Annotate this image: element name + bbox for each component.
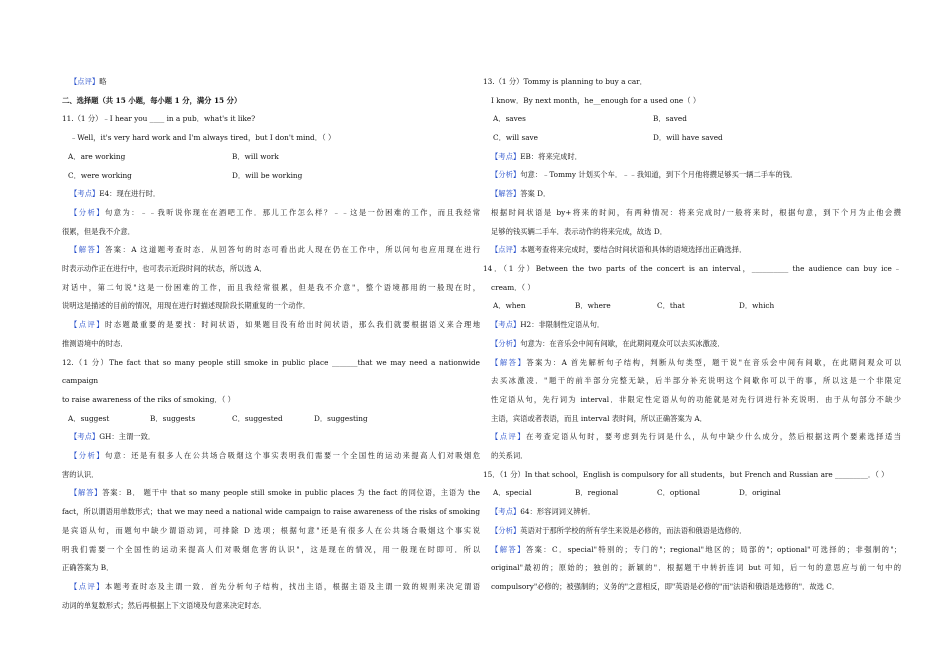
annotation-line: [483, 428, 901, 447]
annotation-tag: 【解答】: [70, 488, 103, 498]
annotation-line: [62, 316, 480, 335]
text-line: [483, 372, 901, 391]
annotation-tag: 【分析】: [491, 170, 521, 180]
left-column: [62, 73, 480, 615]
line-text: 答案 D．: [520, 189, 551, 199]
annotation-line: [62, 447, 480, 466]
line-text: 说明这是描述的目前的情况，用现在进行时描述现阶段长期重复的一个动作．: [62, 301, 311, 311]
line-text: ﹣Well，it's very hard work and I'm always tired，but I don't mind．（ ）: [70, 133, 336, 143]
answer-option: C．optional: [657, 488, 700, 498]
answer-option: B．where: [575, 301, 611, 311]
annotation-line: [483, 241, 901, 260]
text-line: [62, 223, 480, 242]
annotation-tag: 【分析】: [491, 338, 521, 348]
line-text: fact，所以谓语用单数形式；that we may need a national wide campaign to raise awareness of the risks of smoking: [62, 507, 480, 517]
annotation-tag: 【考点】: [491, 507, 521, 517]
answer-option: C．were working: [68, 170, 132, 180]
line-text: 主语，宾语或者表语，而且 interval 表时间，所以正确答案为 A．: [491, 413, 707, 423]
annotation-line: [483, 522, 901, 541]
annotation-line: [62, 185, 480, 204]
answer-option: D．will have saved: [653, 133, 723, 143]
annotation-line: [483, 166, 901, 185]
annotation-tag: 【解答】: [491, 189, 521, 199]
answer-option: B．will work: [232, 151, 279, 161]
annotation-tag: 【点评】: [70, 77, 100, 86]
line-text: 在考查定语从句时，要考虑到先行词是什么，从句中缺少什么成分，然后根据这两个要素选择适当: [526, 432, 902, 442]
annotation-line: [62, 484, 480, 503]
annotation-tag: 【点评】: [70, 581, 106, 591]
line-text: GH：主谓一致．: [99, 432, 156, 442]
line-text: 的关系词．: [491, 451, 528, 461]
line-text: 答案为：A 首先解析句子结构，判断从句类型，题干说"在音乐会中间有间歇，在此期间观众可以: [526, 357, 901, 367]
answer-option: A．are working: [68, 151, 126, 161]
text-line: [483, 92, 901, 111]
line-text: 本题考查时态及主谓一致．首先分析句子结构，找出主语，根据主语及主谓一致的规则来决定谓语: [105, 581, 481, 591]
line-text: to raise awareness of the riks of smoking．（ ）: [62, 394, 235, 404]
annotation-line: [483, 354, 901, 373]
text-line: [62, 597, 480, 616]
line-text: I know．By next month，he__enough for a used one（ ）: [491, 95, 701, 105]
line-text: cream．（ ）: [491, 282, 535, 292]
text-line: [62, 260, 480, 279]
text-line: [62, 503, 480, 522]
line-text: 足够的钱买辆二手车．表示动作的将来完成，故选 D．: [491, 226, 667, 236]
annotation-tag: 【解答】: [491, 544, 526, 554]
line-text: 很累，但是我不介意．: [62, 226, 135, 236]
text-line: [62, 110, 480, 129]
section-heading: [62, 92, 480, 111]
line-text: 11.（1 分）﹣I hear you ____ in a pub．what's it like?: [62, 114, 256, 124]
text-line: [483, 204, 901, 223]
line-text: compulsory"必修的；被强制的；义务的"之意相反，即"英语是必修的"而"法语和俄语是选修的"．故选 C．: [491, 581, 840, 591]
text-line: [62, 559, 480, 578]
answer-option: A．suggest: [68, 413, 110, 423]
answer-option: D．original: [739, 488, 781, 498]
annotation-tag: 【点评】: [491, 245, 521, 255]
answer-options: [483, 484, 901, 503]
line-text: 略: [99, 77, 107, 86]
annotation-line: [483, 503, 901, 522]
text-line: [62, 391, 480, 410]
answer-options: [62, 167, 480, 186]
line-text: 答案：C．special"特别的；专门的"；regional"地区的；局部的"；optional"可选择的；非强制的"；: [525, 544, 902, 554]
annotation-line: [483, 185, 901, 204]
answer-option: D．which: [739, 301, 775, 311]
annotation-tag: 【考点】: [70, 432, 100, 442]
line-text: original"最初的；原始的；独创的；新颖的"．根据题干中转折连词 but 可知，后一句的意思应与前一句中的: [491, 563, 901, 573]
text-line: [62, 297, 480, 316]
text-line: [483, 466, 901, 485]
annotation-tag: 【解答】: [70, 245, 105, 255]
annotation-line: [62, 241, 480, 260]
answer-option: B．suggests: [150, 413, 196, 423]
line-text: 根据时间状语是 by+将来的时间，有两种情况：将来完成时/一般将来时，根据句意，到下个月为止他会攒: [491, 207, 901, 217]
line-text: 句意为：﹣﹣我听说你现在在酒吧工作．那儿工作怎么样？﹣﹣这是一份困难的工作，而且我经常: [105, 207, 481, 217]
line-text: E4：现在进行时．: [99, 189, 161, 199]
text-line: [62, 129, 480, 148]
line-text: 句意：还是有很多人在公共场合吸烟这个事实表明我们需要一个全国性的运动来提高人们对吸烟危: [105, 451, 481, 461]
line-text: 句意：﹣Tommy 计划买个车．﹣﹣我知道，到下个月他将攒足够买一辆二手车的钱．: [520, 170, 798, 180]
text-line: [62, 466, 480, 485]
annotation-line: [483, 316, 901, 335]
line-text: 本题考查将来完成时，要结合时间状语和具体的语境选择出正确选择．: [520, 245, 747, 255]
text-line: [62, 335, 480, 354]
line-text: 去买冰激凌．"题干的前半部分完整无缺，后半部分补充说明这个间歇你可以干的事，所以这是一个非限定: [491, 376, 901, 386]
text-line: [62, 279, 480, 298]
annotation-tag: 【点评】: [491, 432, 527, 442]
answer-option: C．will save: [493, 133, 538, 143]
line-text: 时表示动作正在进行中，也可表示近段时间的状态，所以选 A．: [62, 264, 267, 273]
answer-option: D．will be working: [232, 170, 303, 180]
annotation-tag: 【分析】: [491, 525, 521, 535]
line-text: 答案：A 这道题考查时态．从回答句的时态可看出此人现在仍在工作中，所以问句也应用现在进行: [105, 245, 481, 255]
answer-options: [483, 110, 901, 129]
line-text: 13.（1 分）Tommy is planning to buy a car．: [483, 77, 647, 86]
annotation-line: [62, 204, 480, 223]
answer-options: [62, 410, 480, 429]
answer-options: [62, 148, 480, 167]
annotation-tag: 【考点】: [491, 151, 521, 161]
text-line: [62, 541, 480, 560]
answer-option: A．saves: [493, 114, 526, 124]
line-text: 是宾语从句，而题句中缺少谓语动词，可排除 D 选项；根据句意"还是有很多人在公共场合吸烟这个事实说: [62, 525, 480, 535]
line-text: 对话中，第二句说"这是一份困难的工作，而且我经常很累，但是我不介意"，整个语境都用的一般现在时，: [62, 282, 480, 292]
answer-options: [483, 297, 901, 316]
text-line: [483, 260, 901, 279]
annotation-tag: 【分析】: [70, 207, 106, 217]
annotation-line: [483, 541, 901, 560]
text-line: [62, 354, 480, 391]
answer-option: A．special: [493, 488, 532, 498]
line-text: 动词的单复数形式；然后再根据上下文语境及句意来决定时态．: [62, 600, 267, 610]
answer-option: A．when: [493, 301, 526, 311]
line-text: 15．（1 分）In that school，English is compulsory for all students，but French and Russian are _________．（ ）: [483, 469, 889, 479]
line-text: EB：将来完成时．: [520, 151, 582, 161]
line-text: 二、选择题（共 15 小题，每小题 1 分，满分 15 分）: [62, 95, 242, 105]
line-text: 推测语境中的时态．: [62, 338, 128, 348]
line-text: 明我们需要一个全国性的运动来提高人们对吸烟危害的认识"，这是现在的情况，用一般现在时即可．所以: [62, 544, 480, 554]
answer-options: [483, 129, 901, 148]
annotation-line: [62, 428, 480, 447]
annotation-line: [62, 73, 480, 92]
line-text: 时态题最重要的是要找：时间状语，如果题目没有给出时间状语，那么我们就要根据语义来合理地: [105, 320, 481, 330]
text-line: [483, 447, 901, 466]
annotation-tag: 【解答】: [491, 357, 527, 367]
answer-option: D．suggesting: [314, 413, 368, 423]
annotation-tag: 【点评】: [70, 320, 106, 330]
line-text: 14．（1 分）Between the two parts of the concert is an interval，__________ the audience can buy ice﹣: [483, 264, 901, 273]
answer-option: B．regional: [575, 488, 619, 498]
line-text: 英语对于那所学校的所有学生来说是必修的，而法语和俄语是选修的．: [520, 525, 747, 535]
text-line: [483, 73, 901, 92]
text-line: [483, 578, 901, 597]
text-line: [483, 410, 901, 429]
annotation-tag: 【考点】: [491, 320, 521, 330]
text-line: [62, 522, 480, 541]
text-line: [483, 223, 901, 242]
line-text: 64：形容词词义辨析．: [520, 507, 596, 517]
line-text: 性定语从句，先行词为 interval．非限定性定语从句的功能就是对先行词进行补充说明．由于从句部分不缺少: [491, 394, 901, 404]
annotation-line: [483, 148, 901, 167]
answer-option: C．suggested: [232, 413, 283, 423]
line-text: 句意为：在音乐会中间有间歇，在此期间观众可以去买冰激凌．: [520, 338, 725, 348]
line-text: H2：非限制性定语从句．: [520, 320, 605, 330]
text-line: [483, 559, 901, 578]
annotation-tag: 【分析】: [70, 451, 106, 461]
line-text: 正确答案为 B．: [62, 563, 114, 573]
answer-option: B．saved: [653, 114, 687, 124]
text-line: [483, 391, 901, 410]
right-column: [483, 73, 901, 597]
line-text: 害的认识．: [62, 469, 99, 479]
answer-option: C．that: [657, 301, 685, 311]
text-line: [483, 279, 901, 298]
annotation-line: [483, 335, 901, 354]
line-text: 答案：B． 题干中 that so many people still smoke in public places 为 the fact 的同位语，主语为 the: [102, 488, 480, 498]
line-text: 12.（1 分）The fact that so many people still smoke in public place _______that we may need a nationwide campaign: [62, 357, 480, 386]
annotation-tag: 【考点】: [70, 189, 100, 199]
annotation-line: [62, 578, 480, 597]
